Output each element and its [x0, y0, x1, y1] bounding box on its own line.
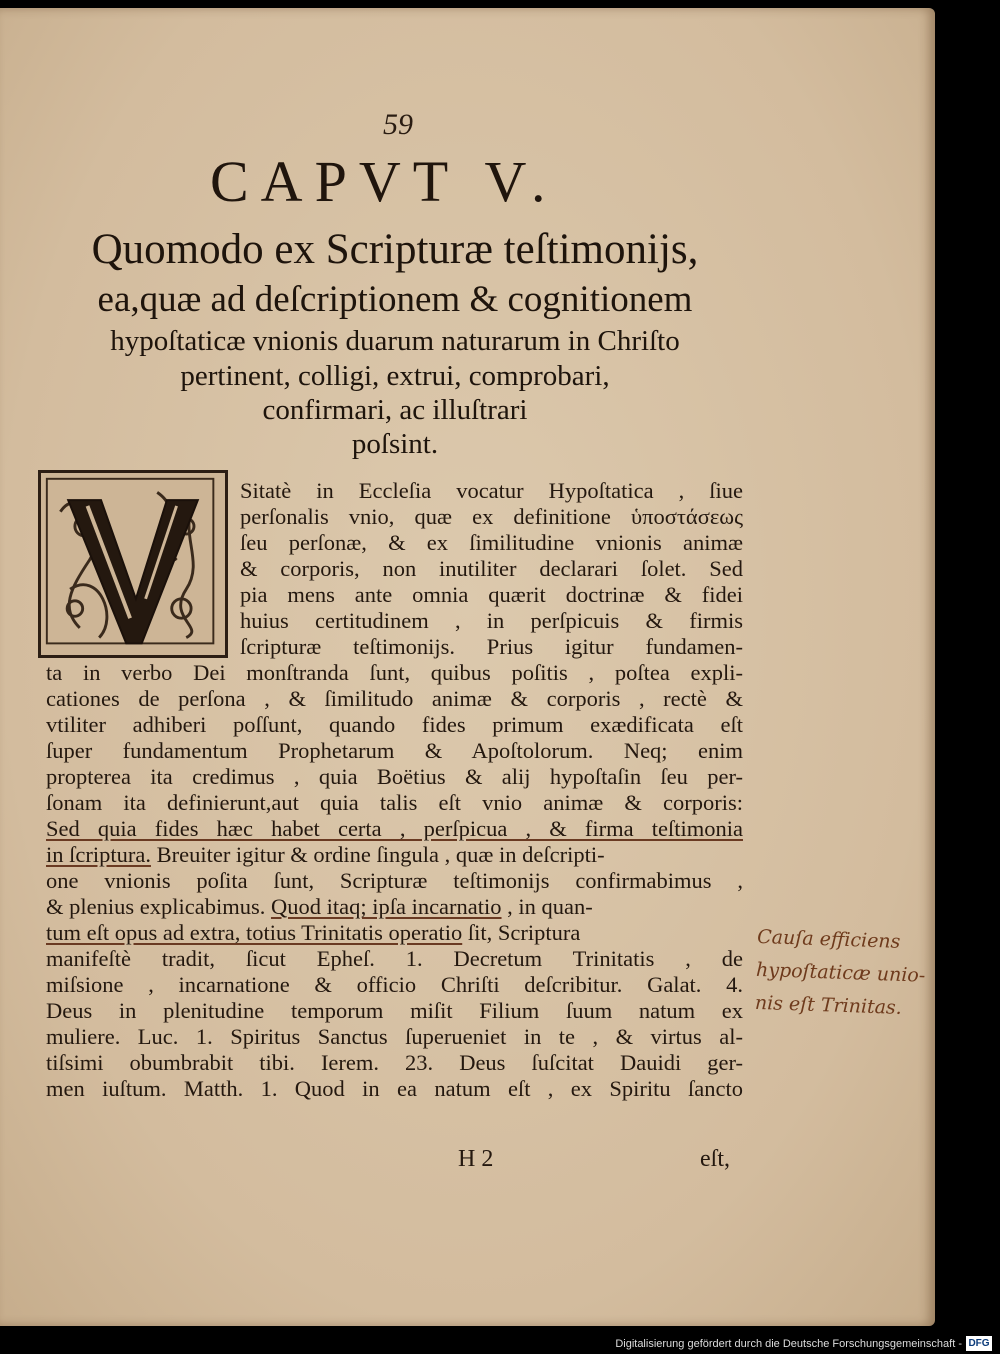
text-line: cationes de perſona , & ſimilitudo animæ & corporis , rectè & [46, 686, 743, 711]
note-line: hypoſtaticæ unio- [755, 958, 926, 987]
text-line: vtiliter adhiberi poſſunt, quando fides primum exædificata eſt [46, 712, 743, 737]
title-line: Quomodo ex Scripturæ teſtimonijs, [91, 226, 699, 273]
title-line: confirmari, ac illuſtrari [262, 394, 528, 426]
text-line: propterea ita credimus , quia Boëtius & alij hypoſtaſin ſeu per- [46, 764, 743, 789]
text-line: & corporis, non inutiliter declarari ſolet. Sed [240, 556, 743, 581]
page-number: 59 [383, 108, 413, 141]
note-line: nis eſt Trinitas. [754, 991, 903, 1019]
catchword: eſt, [700, 1146, 730, 1172]
text-segment: ſit, Scriptura [462, 920, 581, 945]
underlined-phrase: tum eſt opus ad extra, totius Trinitatis operatio [46, 920, 463, 945]
title-line: poſsint. [351, 428, 439, 460]
title-line: hypoſtaticæ vnionis duarum naturarum in Chriſto [110, 325, 680, 357]
text-line: muliere. Luc. 1. Spiritus Sanctus ſuperueniet in te , & virtus al- [46, 1024, 743, 1049]
text-line [46, 842, 743, 868]
underlined-phrase: Quod itaq; ipſa incarnatio [270, 894, 502, 919]
title-line: ea,quæ ad deſcriptionem & cognitionem [97, 279, 693, 320]
text-segment: Breuiter igitur & ordine ſingula , quæ in deſcripti- [150, 842, 605, 867]
text-line: ta in verbo Dei monſtranda ſunt, quibus poſitis , poſtea expli- [46, 660, 743, 685]
text-line: ſeu perſonæ, & ex ſimilitudine vnionis animæ [240, 530, 743, 555]
text-line: tiſsimi obumbrabit tibi. Ierem. 23. Deus ſuſcitat Dauidi ger- [46, 1050, 743, 1075]
digitization-credit: Digitalisierung gefördert durch die Deutsche Forschungsgemeinschaft - [615, 1338, 962, 1350]
text-line: one vnionis poſita ſunt, Scripturæ teſtimonijs confirmabimus , [46, 868, 743, 893]
signature-mark: H 2 [458, 1146, 494, 1172]
text-line [46, 894, 743, 920]
text-line [46, 920, 743, 946]
underlined-line: Sed quia fides hæc habet certa , perſpicua , & firma teſtimonia [46, 816, 743, 841]
chapter-title [30, 223, 760, 461]
text-line: Deus in plenitudine temporum miſit Filium ſuum natum ex [46, 998, 743, 1023]
chapter-heading: CAPVT V. [210, 149, 558, 214]
text-line: ſonam ita definierunt,aut quia talis eſt vnio animæ & corporis: [46, 790, 743, 815]
text-line: ſuper fundamentum Prophetarum & Apoſtolorum. Neq; enim [46, 738, 743, 763]
underlined-phrase: in ſcriptura. [46, 842, 151, 867]
text-line: huius certitudinem , in perſpicuis & firmis [240, 608, 743, 633]
book-page [0, 8, 935, 1326]
text-line: Sitatè in Eccleſia vocatur Hypoſtatica , ſiue [240, 478, 743, 503]
decorated-initial-v [38, 470, 228, 658]
text-line: men iuſtum. Matth. 1. Quod in ea natum eſt , ex Spiritu ſancto [46, 1076, 743, 1101]
text-line: pia mens ante omnia quærit doctrinæ & fidei [240, 582, 743, 607]
handwritten-margin-note [754, 921, 937, 1026]
text-line: miſsione , incarnatione & officio Chriſti deſcribitur. Galat. 4. [46, 972, 743, 997]
text-segment: & plenius explicabimus. [46, 894, 271, 919]
ornament-icon [41, 473, 225, 655]
title-line: pertinent, colligi, extrui, comprobari, [180, 360, 610, 392]
text-segment: , in quan- [501, 894, 593, 919]
dfg-logo: DFG [966, 1336, 992, 1351]
text-line: manifeſtè tradit, ſicut Epheſ. 1. Decretum Trinitatis , de [46, 946, 743, 971]
note-line: Cauſa efficiens [756, 925, 901, 953]
text-line: ſcripturæ teſtimonijs. Prius igitur fundamen- [240, 634, 743, 659]
text-line: perſonalis vnio, quæ ex definitione ὑποστάσεως [240, 504, 743, 529]
